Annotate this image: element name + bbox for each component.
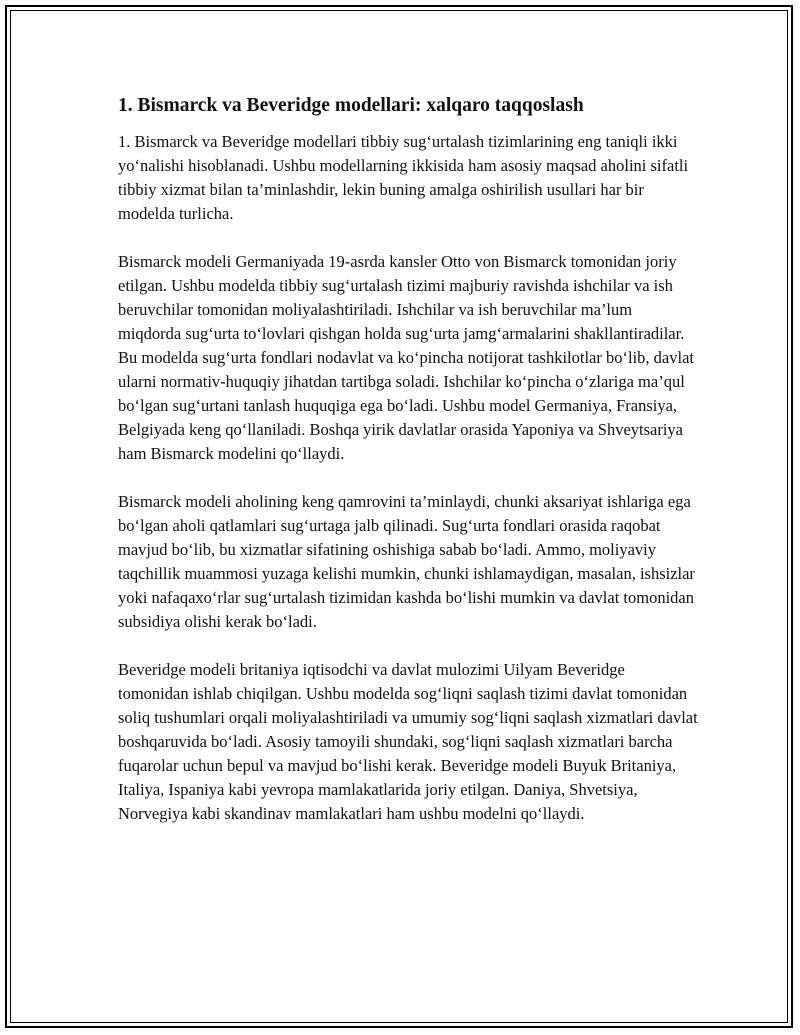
document-body [118,92,698,850]
paragraph-intro: 1. Bismarck va Beveridge modellari tibbiy sug‘urtalash tizimlarining eng taniqli ikki yo‘nalishi hisoblanadi. Ushbu modellarning ikkisida ham asosiy maqsad aholini sifatli tibbiy xizmat bilan ta’minlashdir, lekin buning amalga oshirilish usullari har bir modelda turlicha. [118,132,689,223]
section-heading: 1. Bismarck va Beveridge modellari: xalqaro taqqoslash [118,95,584,116]
paragraph-beveridge-model: Beveridge modeli britaniya iqtisodchi va davlat mulozimi Uilyam Beveridge tomonidan ishlab chiqilgan. Ushbu modelda sog‘liqni saqlash tizimi davlat tomonidan soliq tushumlari orqali moliyalashtiriladi va umumiy sog‘liqni saqlash xizmatlari davlat boshqaruvida bo‘ladi. Asosiy tamoyili shundaki, sog‘liqni saqlash xizmatlari barcha fuqarolar uchun bepul va mavjud bo‘lishi kerak. Beveridge modeli Buyuk Britaniya, Italiya, Ispaniya kabi yevropa mamlakatlarida joriy etilgan. Daniya, Shvetsiya, Norvegiya kabi skandinav mamlakatlari ham ushbu modelni qo‘llaydi. [118,660,698,823]
paragraph-bismarck-evaluation: Bismarck modeli aholining keng qamrovini ta’minlaydi, chunki aksariyat ishlariga ega bo‘lgan aholi qatlamlari sug‘urtaga jalb qilinadi. Sug‘urta fondlari orasida raqobat mavjud bo‘lib, bu xizmatlar sifatining oshishiga sabab bo‘ladi. Ammo, moliyaviy taqchillik muammosi yuzaga kelishi mumkin, chunki ishlamaydigan, masalan, ishsizlar yoki nafaqaxo‘rlar sug‘urtalash tizimidan kashda bo‘lishi mumkin va davlat tomonidan subsidiya olishi kerak bo‘ladi. [118,492,695,631]
paragraph-bismarck-model: Bismarck modeli Germaniyada 19-asrda kansler Otto von Bismarck tomonidan joriy etilgan. Ushbu modelda tibbiy sug‘urtalash tizimi majburiy ravishda ishchilar va ish beruvchilar tomonidan moliyalashtiriladi. Ishchilar va ish beruvchilar ma’lum miqdorda sug‘urta to‘lovlari qishgan holda sug‘urta jamg‘armalarini shakllantiradilar. Bu modelda sug‘urta fondlari nodavlat va ko‘pincha notijorat tashkilotlar bo‘lib, davlat ularni normativ-huquqiy jihatdan tartibga soladi. Ishchilar ko‘pincha o‘zlariga ma’qul bo‘lgan sug‘urtani tanlash huquqiga ega bo‘ladi. Ushbu model Germaniya, Fransiya, Belgiyada keng qo‘llaniladi. Boshqa yirik davlatlar orasida Yaponiya va Shveytsariya ham Bismarck modelini qo‘llaydi. [118,252,694,463]
